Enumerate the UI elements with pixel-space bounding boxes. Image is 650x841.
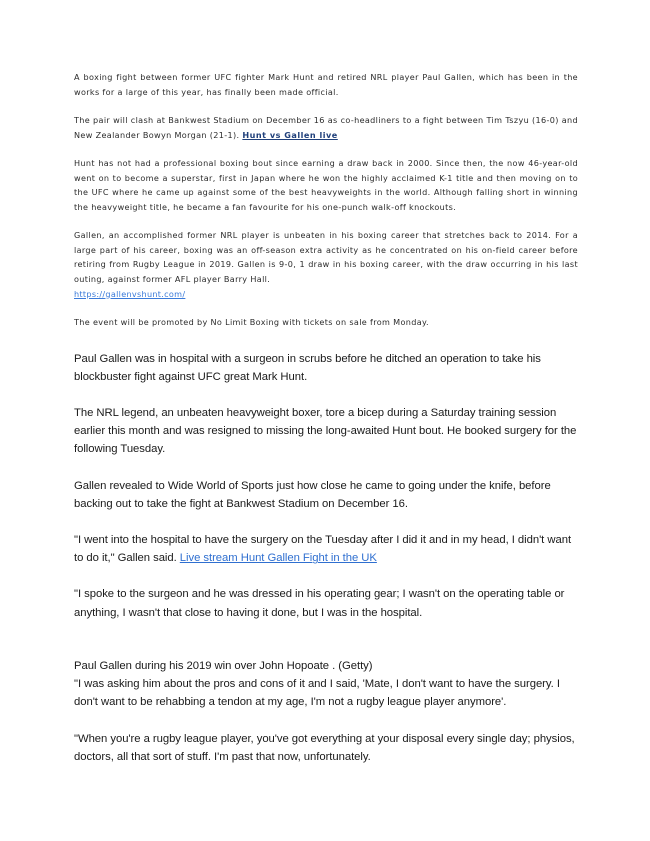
body-paragraph-2: The NRL legend, an unbeaten heavyweight boxer, tore a bicep during a Saturday training session earlier this month and was resigned to missing the long-awaited Hunt bout. He booked surgery for the following Tuesday. [74,407,577,456]
gallen-url-line [74,287,578,302]
photo-placeholder-gap [74,640,578,657]
body-paragraph-3: Gallen revealed to Wide World of Sports just how close he came to going under the knife, before backing out to take the fight at Bankwest Stadium on December 16. [74,479,551,510]
clash-paragraph-text: The pair will clash at Bankwest Stadium on December 16 as co-headliners to a fight between Tim Tszyu (16-0) and New Zealander Bowyn Morgan (21-1). [74,115,578,140]
hunt-vs-gallen-live-link[interactable]: Hunt vs Gallen live [242,129,338,140]
intro-paragraph-1: A boxing fight between former UFC fighter Mark Hunt and retired NRL player Paul Gallen, which has been in the works for a large of this year, has finally been made official. [74,72,578,97]
live-stream-fight-link[interactable]: Live stream Hunt Gallen Fight in the UK [179,552,377,565]
closing-paragraph-2: "When you're a rugby league player, you've got everything at your disposal every single day; physios, doctors, all that sort of stuff. I'm past that now, unfortunately. [74,732,575,763]
article-body-section [74,350,578,766]
hospital-quote-text: "I went into the hospital to have the surgery on the Tuesday after I did it and in my head, I didn't want to do it," Gallen said. [74,534,572,565]
clash-paragraph [74,113,578,142]
hospital-quote-paragraph [74,531,578,567]
promotion-note: The event will be promoted by No Limit Boxing with tickets on sale from Monday. [74,317,429,328]
gallenvshunt-url-link[interactable]: https://gallenvshunt.com/ [74,288,186,299]
article-intro-section [74,70,578,330]
surgeon-quote-paragraph: "I spoke to the surgeon and he was dressed in his operating gear; I wasn't on the operating table or anything, I wasn't that close to having it done, but I was in the hospital. [74,588,565,619]
photo-caption: Paul Gallen during his 2019 win over John Hopoate . (Getty) [74,659,373,672]
body-paragraph-1: Paul Gallen was in hospital with a surgeon in scrubs before he ditched an operation to take his blockbuster fight against UFC great Mark Hunt. [74,352,541,383]
closing-paragraph-1: "I was asking him about the pros and cons of it and I said, 'Mate, I don't want to have the surgery. I don't want to be rehabbing a tendon at my age, I'm not a rugby league player anymore'. [74,678,560,709]
gallen-career-paragraph: Gallen, an accomplished former NRL player is unbeaten in his boxing career that stretches back to 2014. For a large part of his career, boxing was an off-season extra activity as he concentrated on his on-field career before retiring from Rugby League in 2019. Gallen is 9-0, 1 draw in his boxing career, with the draw occurring in his last outing, against former AFL player Barry Hall. [74,230,578,285]
intro-paragraph-2: Hunt has not had a professional boxing bout since earning a draw back in 2000. Since then, the now 46-year-old went on to become a superstar, first in Japan where he won the highly acclaimed K-1 title and then moving on to the UFC where he came up against some of the best heavyweights in the world. Although falling short in winning the heavyweight title, he became a fan favourite for his one-punch walk-off knockouts. [74,158,578,212]
